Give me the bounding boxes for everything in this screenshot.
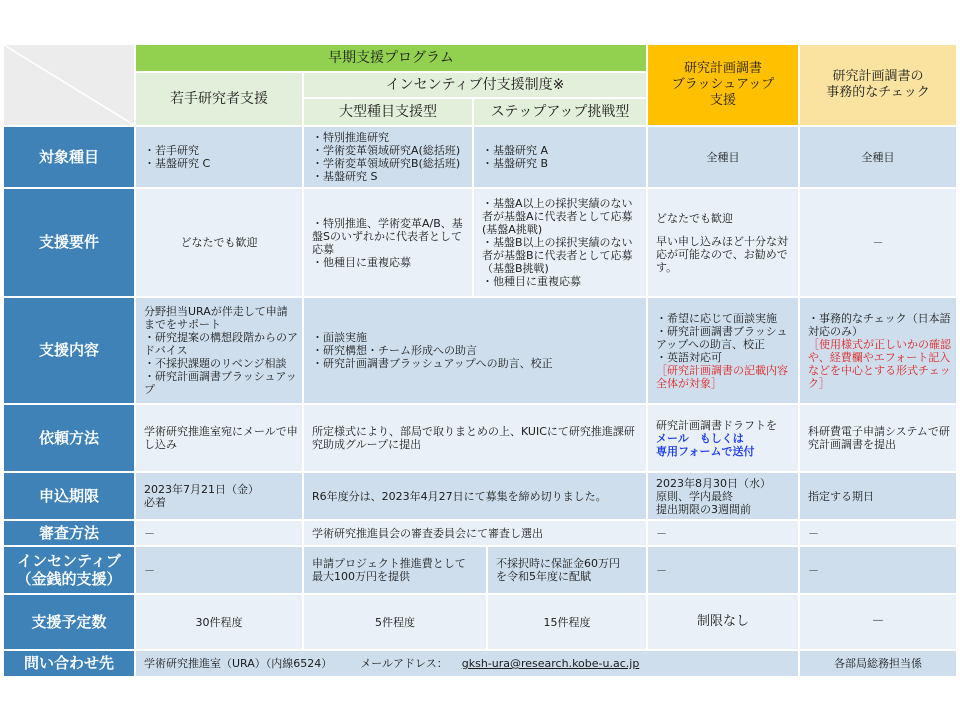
request-young: 学術研究推進室宛にメールで申し込み [136, 405, 302, 471]
list-item: ・特別推進、学術変革A/B、基盤Sのいずれかに代表者として応募 [312, 216, 463, 256]
target-young-list [144, 144, 210, 170]
header-incentive: インセンティブ付支援制度※ [304, 73, 646, 97]
target-large [304, 127, 472, 187]
list-item: ・基盤研究 C [144, 157, 211, 170]
deadline-brushup: 2023年8月30日（水） 原則、学内最終 提出期限の3週間前 [648, 473, 798, 519]
incentive-money-young: － [136, 547, 302, 593]
list-item: ・研究構想・チーム形成への助言 [312, 344, 477, 357]
list-item: ・若手研究 [144, 144, 199, 157]
list-item: ・基盤研究 A [482, 144, 549, 157]
contact-office: 学術研究推進室（URA）（内線6524） [144, 657, 333, 670]
label-incentive-money: インセンティブ （金銭的支援） [4, 547, 134, 593]
requirement-young: どなたでも歓迎 [136, 189, 302, 296]
list-item: ・他種目に重複応募 [312, 255, 411, 269]
planned-stepup: 15件程度 [488, 595, 646, 649]
list-item: ・不採択課題のリベンジ相談 [144, 357, 287, 370]
review-young: － [136, 521, 302, 545]
content-young-list [144, 331, 298, 396]
deadline-admin: 指定する期日 [800, 473, 956, 519]
content-young [136, 298, 302, 403]
request-incentive: 所定様式により、部局で取りまとめの上、KUICにて研究推進課研究助成グループに提出 [304, 405, 646, 471]
requirement-stepup-list [482, 197, 642, 288]
header-stepup: ステップアップ挑戦型 [474, 99, 646, 125]
incentive-money-brushup: － [648, 547, 798, 593]
contact-main [136, 651, 798, 676]
list-item: ・英語対応可 [656, 350, 722, 364]
content-brushup-list [656, 312, 794, 364]
planned-young: 30件程度 [136, 595, 302, 649]
requirement-admin: － [800, 189, 956, 296]
list-item: ・基盤B以上の採択実績のない者が基盤Bに代表者として応募（基盤B挑戦) [482, 236, 633, 275]
list-item: ・学術変革領域研究A(総括班) [312, 144, 461, 157]
list-item: ・学術変革領域研究B(総括班) [312, 157, 461, 170]
contact-mail-label: メールアドレス： [360, 657, 448, 670]
incentive-money-admin: － [800, 547, 956, 593]
label-requirement: 支援要件 [4, 189, 134, 296]
list-item: ・他種目に重複応募 [482, 275, 581, 288]
incentive-money-stepup: 不採択時に保証金60万円 を令和5年度に配賦 [488, 547, 646, 593]
label-planned: 支援予定数 [4, 595, 134, 649]
label-contact: 問い合わせ先 [4, 651, 134, 676]
contact-admin: 各部局総務担当係 [800, 651, 956, 676]
list-item: ・研究計画調書ブラッシュアップ [144, 370, 297, 396]
target-large-list [312, 131, 460, 183]
label-request: 依頼方法 [4, 405, 134, 471]
header-brushup: 研究計画調書 ブラッシュアップ 支援 [648, 45, 798, 125]
content-incentive [304, 298, 646, 403]
requirement-brushup [648, 189, 798, 296]
request-brushup-method: メール もしくは 専用フォームで送付 [656, 431, 755, 458]
list-item: ・研究計画調書ブラッシュアップへの助言、校正 [656, 324, 788, 351]
content-admin-note: ［使用様式が正しいかの確認や、経費欄やエフォート記入などを中心とする形式チェック］ [808, 337, 951, 390]
header-admin: 研究計画調書の 事務的なチェック [800, 45, 956, 125]
requirement-large [304, 189, 472, 296]
request-brushup-text: 研究計画調書ドラフトを [656, 418, 777, 432]
requirement-large-list [312, 217, 468, 269]
content-brushup-note: ［研究計画調書の記載内容全体が対象］ [656, 363, 788, 390]
content-admin-text: ・事務的なチェック（日本語対応のみ） [808, 311, 951, 338]
corner-cell [4, 45, 134, 125]
incentive-money-large: 申請プロジェクト推進費として 最大100万円を提供 [304, 547, 486, 593]
target-stepup [474, 127, 646, 187]
request-admin: 科研費電子申請システムで研究計画調書を提出 [800, 405, 956, 471]
label-review: 審査方法 [4, 521, 134, 545]
planned-large: 5件程度 [304, 595, 486, 649]
review-brushup: － [648, 521, 798, 545]
planned-brushup: 制限なし [648, 595, 798, 649]
label-deadline: 申込期限 [4, 473, 134, 519]
planned-admin: － [800, 595, 956, 649]
content-incentive-list [312, 331, 553, 370]
content-young-intro: 分野担当URAが伴走して申請までをサポート [144, 305, 288, 331]
request-brushup [648, 405, 798, 471]
list-item: ・基盤研究 B [482, 157, 549, 170]
content-admin [800, 298, 956, 403]
label-content: 支援内容 [4, 298, 134, 403]
target-admin: 全種目 [800, 127, 956, 187]
deadline-young: 2023年7月21日（金） 必着 [136, 473, 302, 519]
header-young: 若手研究者支援 [136, 73, 302, 125]
list-item: ・研究提案の構想段階からのアドバイス [144, 331, 298, 357]
requirement-brushup-note: 早い申し込みほど十分な対応が可能なので、お勧めです。 [656, 234, 788, 274]
list-item: ・希望に応じて面談実施 [656, 311, 777, 325]
requirement-brushup-welcome: どなたでも歓迎 [656, 211, 733, 225]
target-brushup: 全種目 [648, 127, 798, 187]
diagonal-line [4, 45, 134, 125]
target-young [136, 127, 302, 187]
review-incentive: 学術研究推進員会の審査委員会にて審査し選出 [304, 521, 646, 545]
requirement-stepup [474, 189, 646, 296]
list-item: ・研究計画調書ブラッシュアップへの助言、校正 [312, 357, 553, 370]
review-admin: － [800, 521, 956, 545]
list-item: ・面談実施 [312, 331, 367, 344]
list-item: ・特別推進研究 [312, 131, 389, 144]
target-stepup-list [482, 144, 548, 170]
label-target: 対象種目 [4, 127, 134, 187]
list-item: ・基盤研究 S [312, 170, 378, 183]
header-large: 大型種目支援型 [304, 99, 472, 125]
header-early-program: 早期支援プログラム [136, 45, 646, 71]
list-item: ・基盤A以上の採択実績のない者が基盤Aに代表者として応募(基盤A挑戦) [482, 197, 633, 236]
deadline-incentive: R6年度分は、2023年4月27日にて募集を締め切りました。 [304, 473, 646, 519]
contact-email-link[interactable]: gksh-ura@research.kobe-u.ac.jp [461, 657, 640, 670]
content-brushup [648, 298, 798, 403]
